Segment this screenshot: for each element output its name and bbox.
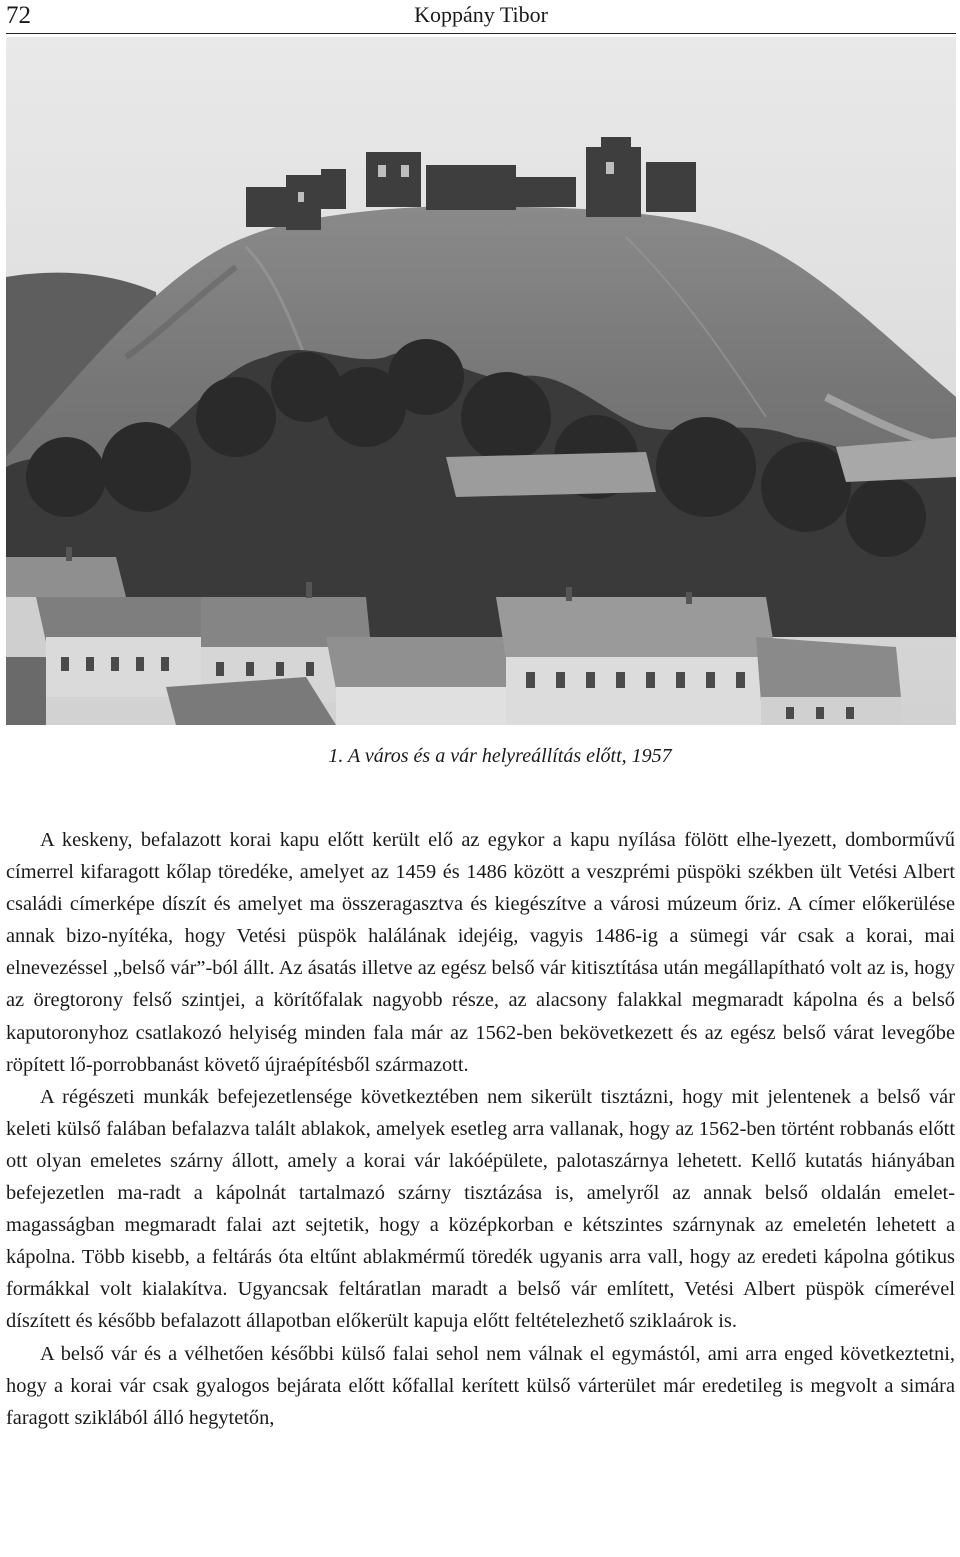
figure-caption: 1. A város és a vár helyreállítás előtt, 1957 xyxy=(328,745,672,767)
paragraph-1: A keskeny, befalazott korai kapu előtt került elő az egykor a kapu nyílása fölött elhe-lyezett, domborművű címerrel kifaragott kőlap töredéke, amelyet az 1459 és 1486 között a veszprémi püspöki székben ült Vetési Albert családi címerképe díszít és amelyet ma összeragasztva és kiegészítve a városi múzeum őriz. A címer előkerülése annak bizo-nyítéka, hogy Vetési püspök halálának idejéig, vagyis 1486-ig a sümegi vár csak a korai, mai elnevezéssel „belső vár”-ból állt. Az ásatás illetve az egész belső vár kitisztítása után megállapítható volt az is, hogy az öregtorony felső szintjei, a körítőfalak nagyobb része, az alacsony falakkal megmaradt kápolna és a belső kaputoronyhoz csatlakozó helyiség minden fala már az 1562-ben bekövetkezett és az egész belső várat levegőbe röpített lő-porrobbanást követő újraépítésből származott. xyxy=(6,829,955,1076)
paragraph-3: A belső vár és a vélhetően későbbi külső falai sehol nem válnak el egymástól, ami arra enged következtetni, hogy a korai vár csak gyalogos bejárata előtt kőfallal kerített külső várterület már eredetileg is megvolt a simára faragott sziklából álló hegytetőn, xyxy=(6,1342,955,1429)
body-text xyxy=(6,824,955,1434)
castle-photograph xyxy=(6,37,956,725)
running-header xyxy=(6,0,956,34)
running-title: Koppány Tibor xyxy=(414,2,548,27)
paragraph-2: A régészeti munkák befejezetlensége következtében nem sikerült tisztázni, hogy mit jelentenek a belső vár keleti külső falában befalazva talált ablakok, amelyek esetleg arra vallanak, hogy az 1562-ben történt robbanás előtt ott olyan emeletes szárny állott, amely a korai vár lakóépülete, palotaszárnya lehetett. Kellő kutatás hiányában befejezetlen ma-radt a kápolnát tartalmazó szárny tisztázása is, amelyről az annak belső oldalán emelet-magasságban megmaradt falai azt sejtetik, hogy a középkorban e kétszintes szárnynak az emeletén lehetett a kápolna. Több kisebb, a feltárás óta eltűnt ablakmérmű töredék ugyanis arra vall, hogy az eredeti kápolna gótikus formákkal volt kialakítva. Ugyancsak feltáratlan maradt a belső vár említett, Vetési Albert püspök címerével díszített és később befalazott állapotban előkerült kapuja előtt feltételezhető sziklaárok is. xyxy=(6,1085,955,1333)
page-number: 72 xyxy=(6,2,31,29)
